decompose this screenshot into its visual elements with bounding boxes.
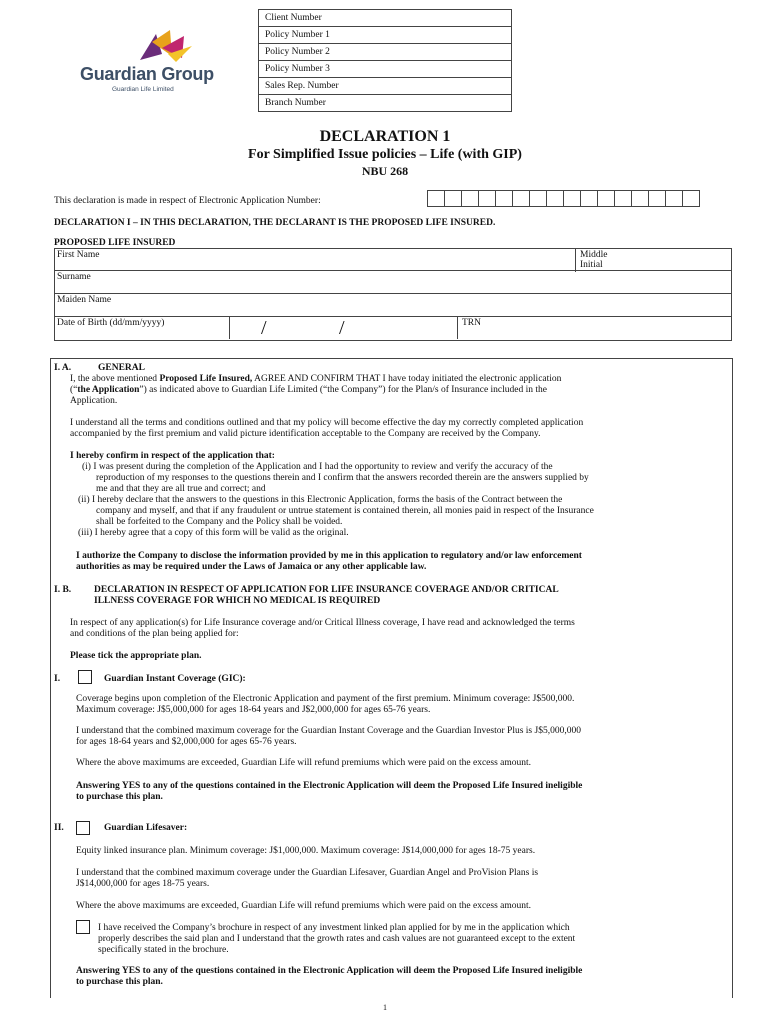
middle-label: Middle xyxy=(580,250,608,260)
dob-slash-2: / xyxy=(339,317,345,339)
reference-fields-table xyxy=(258,9,512,112)
gic-p1-line2: Maximum coverage: J$5,000,000 for ages 18-64 years and J$2,000,000 for ages 65-76 years. xyxy=(76,705,431,715)
p1-l2-pre: (“ xyxy=(70,385,78,395)
app-number-boxes[interactable] xyxy=(428,190,700,207)
app-number-cell[interactable] xyxy=(461,190,479,207)
lifesaver-number: II. xyxy=(54,823,64,833)
page-subtitle: For Simplified Issue policies – Life (with GIP) xyxy=(248,147,522,162)
brochure-line2: properly describes the said plan and I understand that the growth rates and cash values are not guaranteed except to the extent xyxy=(98,934,576,944)
middle-initial-field[interactable] xyxy=(575,249,733,272)
app-number-cell[interactable] xyxy=(495,190,513,207)
section-a-number: I. A. xyxy=(54,363,72,373)
item-iii: (iii) I hereby agree that a copy of this form will be valid as the original. xyxy=(78,528,349,538)
app-number-cell[interactable] xyxy=(478,190,496,207)
app-number-cell[interactable] xyxy=(580,190,598,207)
proposed-insured-grid xyxy=(54,248,732,341)
brochure-line3: specifically stated in the brochure. xyxy=(98,945,229,955)
brochure-line1: I have received the Company’s brochure in respect of any investment linked plan applied for by me in the application which xyxy=(98,923,570,933)
lifesaver-checkbox[interactable] xyxy=(76,821,90,835)
lifesaver-p2-line1: I understand that the combined maximum coverage under the Guardian Lifesaver, Guardian Angel and ProVision Plans is xyxy=(76,868,539,878)
p1-pre: I, the above mentioned xyxy=(70,374,160,384)
surname-label: Surname xyxy=(57,272,91,282)
section-a-p2-line2: accompanied by the first premium and valid picture identification acceptable to the Company are received by the Company. xyxy=(70,429,541,439)
item-i-line3: me and that they are all true and correct; and xyxy=(96,484,266,494)
declarant-statement: DECLARATION I – IN THIS DECLARATION, THE DECLARANT IS THE PROPOSED LIFE INSURED. xyxy=(54,218,496,228)
item-ii-line1: (ii) I hereby declare that the answers to the questions in this Electronic Application, forms the basis of the Contract between the xyxy=(78,495,563,505)
page-title: DECLARATION 1 xyxy=(319,128,451,145)
app-number-cell[interactable] xyxy=(512,190,530,207)
dob-divider xyxy=(229,317,230,339)
app-number-cell[interactable] xyxy=(597,190,615,207)
sales-rep-number-field[interactable]: Sales Rep. Number xyxy=(259,78,512,95)
gic-p2-line2: for ages 18-64 years and $2,000,000 for ages 65-76 years. xyxy=(76,737,297,747)
section-a-p2-line1: I understand all the terms and conditions outlined and that my policy will become effective the day my correctly completed application xyxy=(70,418,584,428)
first-name-label: First Name xyxy=(57,250,100,260)
maiden-name-row[interactable] xyxy=(54,294,732,317)
logo-subtitle: Guardian Life Limited xyxy=(112,86,174,93)
trn-field[interactable] xyxy=(457,317,481,339)
client-number-field[interactable]: Client Number xyxy=(259,10,512,27)
section-a-p1-line2 xyxy=(70,385,547,396)
trn-label: TRN xyxy=(462,318,481,328)
policy-number-1-field[interactable]: Policy Number 1 xyxy=(259,27,512,44)
page-number: 1 xyxy=(383,1003,387,1012)
brochure-checkbox[interactable] xyxy=(76,920,90,934)
section-b-title-line1: DECLARATION IN RESPECT OF APPLICATION FOR LIFE INSURANCE COVERAGE AND/OR CRITICAL xyxy=(94,585,559,595)
first-name-row[interactable] xyxy=(54,248,732,271)
dob-slash-1: / xyxy=(261,317,267,339)
item-i-line2: reproduction of my responses to the questions therein and I confirm that the answers recorded therein are the answers supplied by xyxy=(96,473,589,483)
item-ii-line2: company and myself, and that if any fraudulent or untrue statement is contained therein, all monies paid in respect of the Insurance xyxy=(96,506,594,516)
guardian-group-logo xyxy=(80,28,240,98)
branch-number-field[interactable]: Branch Number xyxy=(259,95,512,112)
surname-row[interactable] xyxy=(54,271,732,294)
gic-checkbox[interactable] xyxy=(78,670,92,684)
section-b-number: I. B. xyxy=(54,585,72,595)
app-number-cell[interactable] xyxy=(682,190,700,207)
policy-number-2-field[interactable]: Policy Number 2 xyxy=(259,44,512,61)
lifesaver-p2-line2: J$14,000,000 for ages 18-75 years. xyxy=(76,879,210,889)
form-code: NBU 268 xyxy=(361,164,409,178)
lifesaver-p4-line2: to purchase this plan. xyxy=(76,977,163,987)
authorize-line1: I authorize the Company to disclose the information provided by me in this application to regulatory and/or law enforcement xyxy=(76,551,582,561)
initial-label: Initial xyxy=(580,260,603,270)
policy-number-3-field[interactable]: Policy Number 3 xyxy=(259,61,512,78)
p1-post: AGREE AND CONFIRM THAT I have today initiated the electronic application xyxy=(252,374,562,384)
app-number-cell[interactable] xyxy=(631,190,649,207)
gic-p3: Where the above maximums are exceeded, Guardian Life will refund premiums which were paid on the excess amount. xyxy=(76,758,532,768)
app-number-cell[interactable] xyxy=(444,190,462,207)
section-a-p1-line1 xyxy=(70,374,561,385)
maiden-name-label: Maiden Name xyxy=(57,295,112,305)
gic-p1-line1: Coverage begins upon completion of the Electronic Application and payment of the first premium. Minimum coverage: J$500,000. xyxy=(76,694,575,704)
app-number-cell[interactable] xyxy=(529,190,547,207)
lifesaver-title: Guardian Lifesaver: xyxy=(104,823,188,833)
gic-p2-line1: I understand that the combined maximum coverage for the Guardian Instant Coverage and the Guardian Investor Plus is J$5,000,000 xyxy=(76,726,581,736)
proposed-insured-heading: PROPOSED LIFE INSURED xyxy=(54,238,176,248)
lifesaver-p3: Where the above maximums are exceeded, Guardian Life will refund premiums which were paid on the excess amount. xyxy=(76,901,532,911)
app-number-cell[interactable] xyxy=(614,190,632,207)
dob-label: Date of Birth (dd/mm/yyyy) xyxy=(57,318,165,328)
item-i-line1: (i) I was present during the completion of the Application and I had the opportunity to review and verify the accuracy of the xyxy=(82,462,553,472)
app-number-cell[interactable] xyxy=(665,190,683,207)
p1-bold: Proposed Life Insured, xyxy=(159,374,253,384)
section-a-p1-line3: Application. xyxy=(70,396,118,406)
gic-title: Guardian Instant Coverage (GIC): xyxy=(104,674,246,684)
authorize-line2: authorities as may be required under the Laws of Jamaica or any other applicable law. xyxy=(76,562,427,572)
dob-row xyxy=(54,317,732,341)
app-number-cell[interactable] xyxy=(563,190,581,207)
gic-number: I. xyxy=(54,674,61,684)
lifesaver-p4-line1: Answering YES to any of the questions contained in the Electronic Application will deem the Proposed Life Insured ineligible xyxy=(76,966,583,976)
app-number-label: This declaration is made in respect of Electronic Application Number: xyxy=(54,196,321,206)
p1-l2-post: ”) as indicated above to Guardian Life Limited (“the Company”) for the Plan/s of Insurance included in the xyxy=(139,385,547,395)
item-ii-line3: shall be forfeited to the Company and the Policy shall be voided. xyxy=(96,517,343,527)
lifesaver-p1: Equity linked insurance plan. Minimum coverage: J$1,000,000. Maximum coverage: J$14,000,000 for ages 18-75 years. xyxy=(76,846,536,856)
gic-p4-line2: to purchase this plan. xyxy=(76,792,163,802)
section-b-p1-line2: and conditions of the plan being applied for: xyxy=(70,629,239,639)
confirm-heading: I hereby confirm in respect of the application that: xyxy=(70,451,275,461)
section-a-title: GENERAL xyxy=(98,363,145,373)
tick-plan-instruction: Please tick the appropriate plan. xyxy=(70,651,202,661)
logo-name: Guardian Group xyxy=(80,64,214,84)
app-number-cell[interactable] xyxy=(427,190,445,207)
app-number-cell[interactable] xyxy=(546,190,564,207)
section-b-title-line2: ILLNESS COVERAGE FOR WHICH NO MEDICAL IS REQUIRED xyxy=(94,596,381,606)
app-number-cell[interactable] xyxy=(648,190,666,207)
logo-mark-icon xyxy=(132,28,202,64)
gic-p4-line1: Answering YES to any of the questions contained in the Electronic Application will deem the Proposed Life Insured ineligible xyxy=(76,781,583,791)
p1-l2-bold: the Application xyxy=(77,385,140,395)
section-b-p1-line1: In respect of any application(s) for Life Insurance coverage and/or Critical Illness coverage, I have read and acknowledged the terms xyxy=(70,618,575,628)
